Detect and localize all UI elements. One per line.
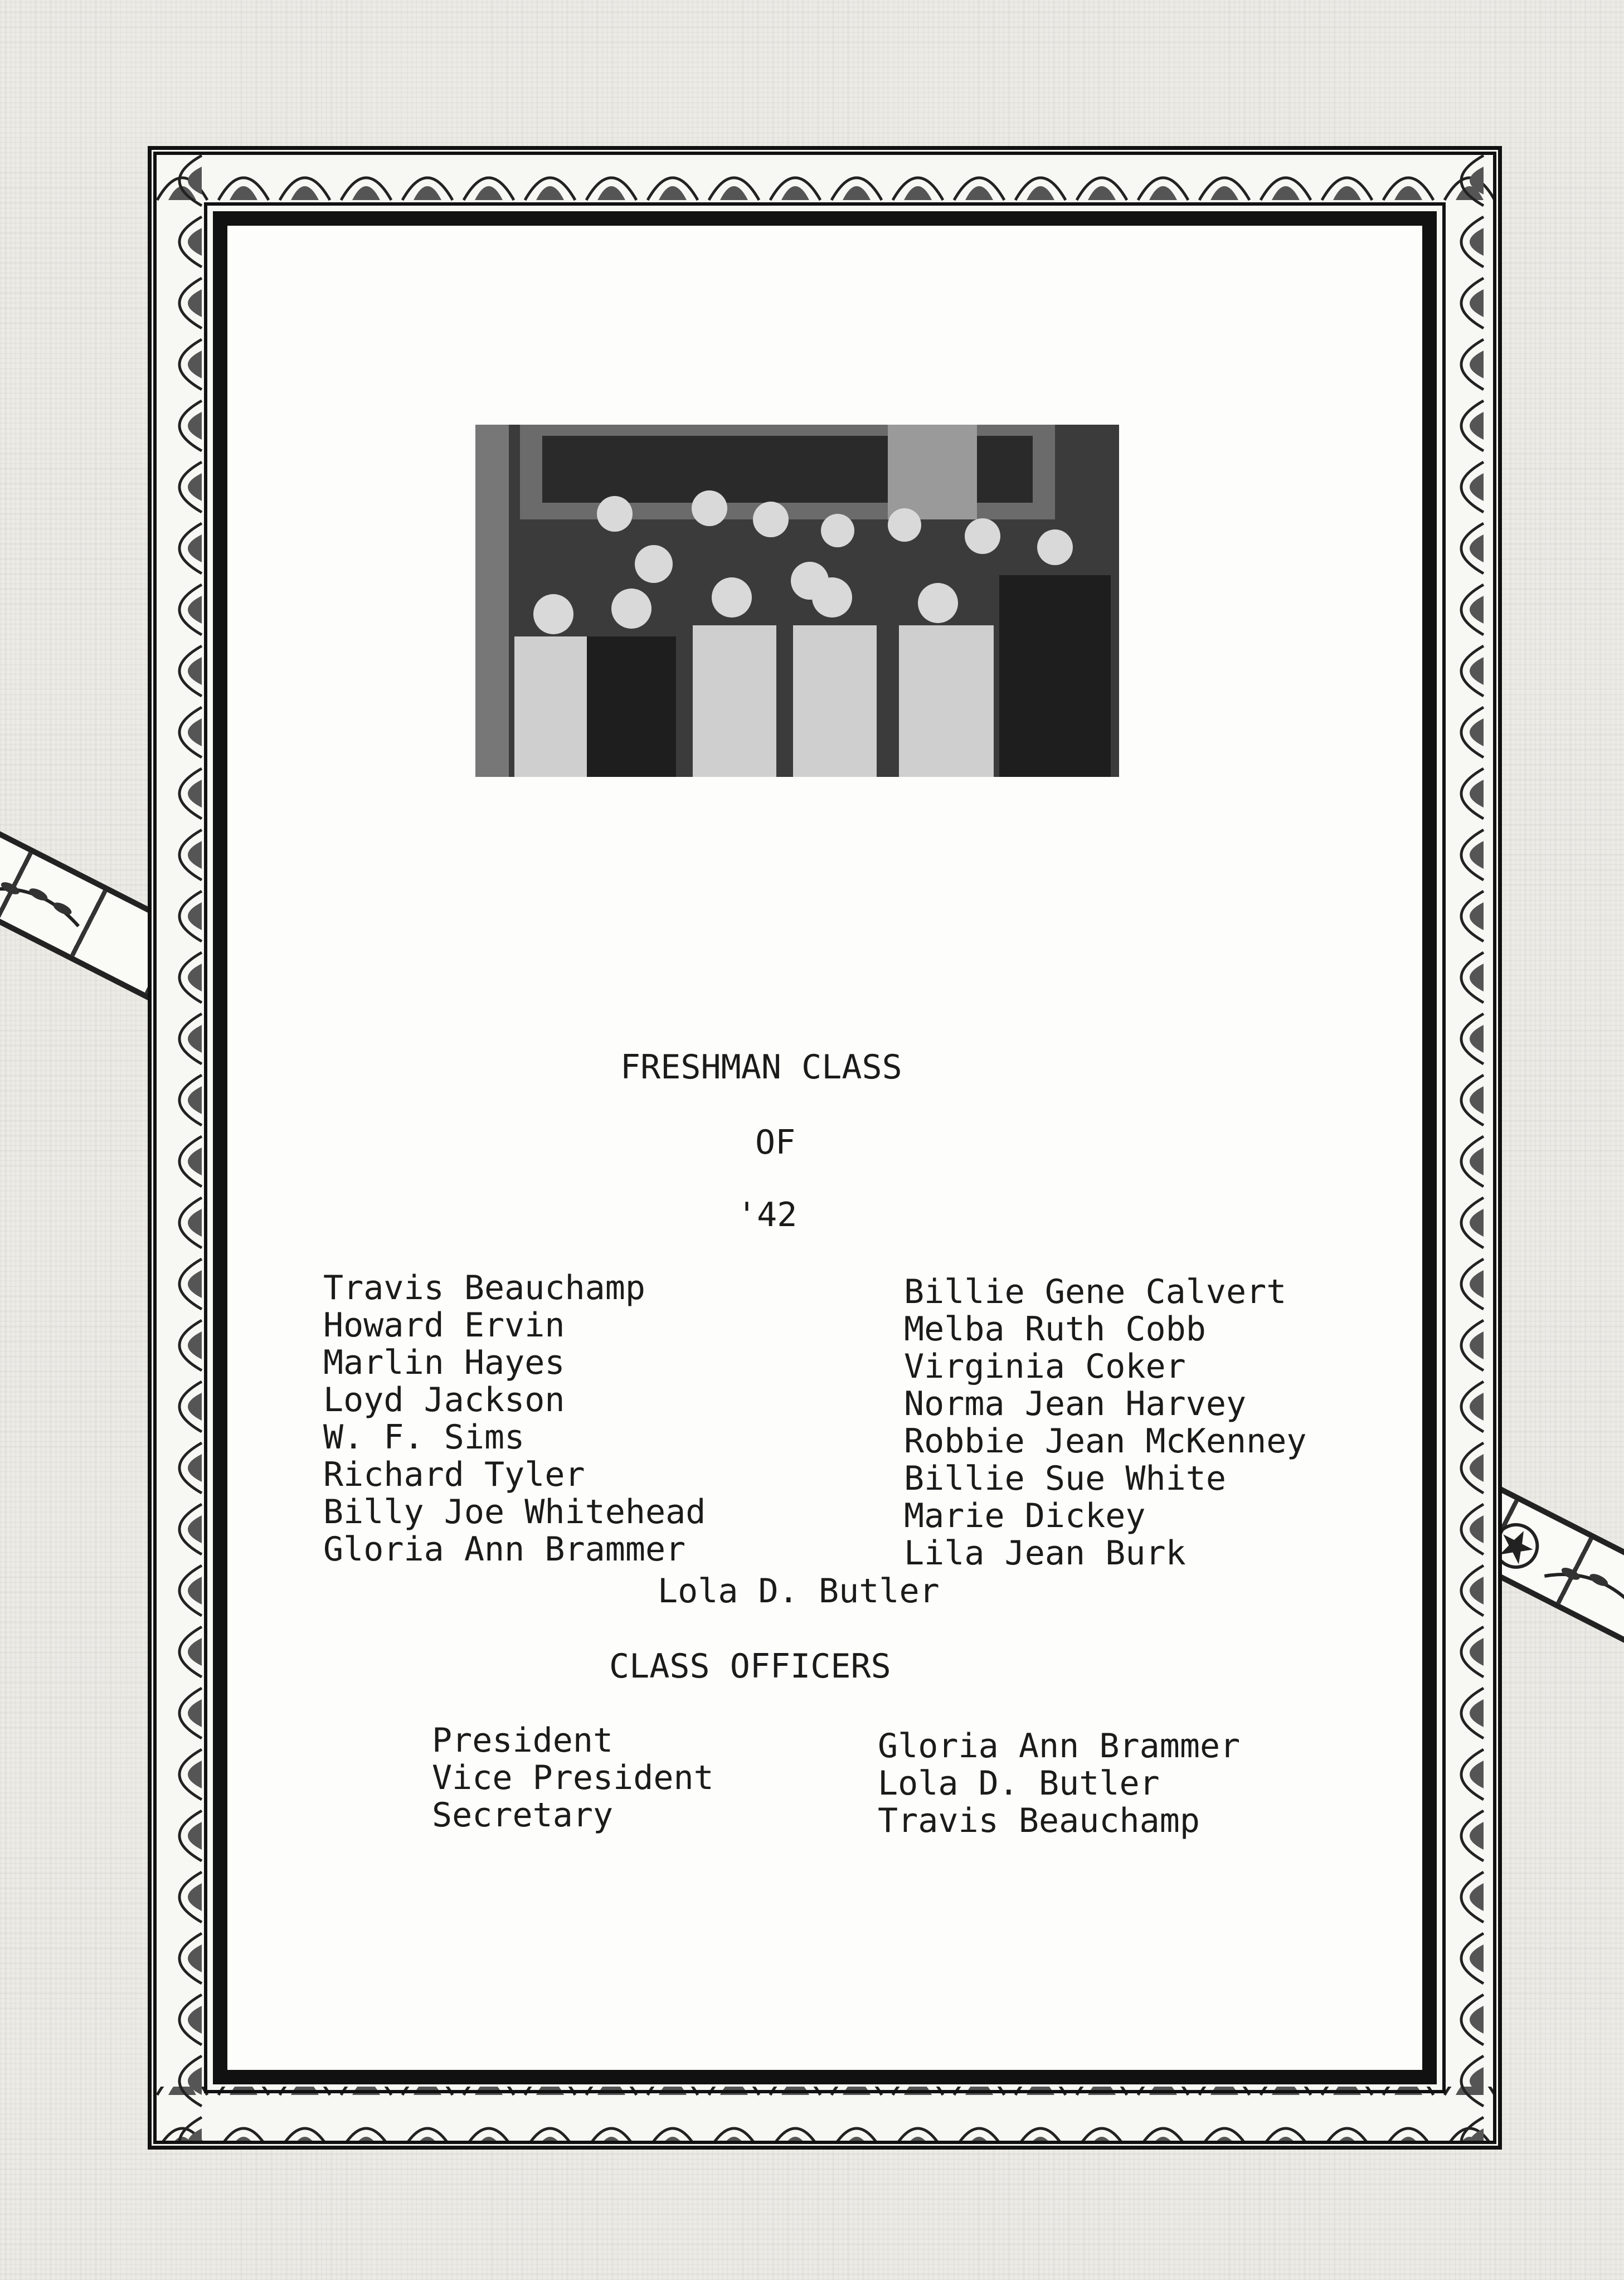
list-item: Lila Jean Burk: [904, 1534, 1186, 1573]
list-item: Richard Tyler: [323, 1455, 585, 1494]
officer-names: [878, 1728, 1240, 1840]
list-item: Marie Dickey: [904, 1496, 1146, 1535]
member-list-right: [904, 1273, 1306, 1572]
officers-heading: CLASS OFFICERS: [609, 1647, 891, 1686]
list-item: Billie Gene Calvert: [904, 1272, 1287, 1311]
officer-name: Gloria Ann Brammer: [878, 1727, 1241, 1766]
list-item: Norma Jean Harvey: [904, 1384, 1247, 1423]
list-item: Gloria Ann Brammer: [323, 1530, 686, 1569]
officer-role: Secretary: [432, 1796, 614, 1835]
list-item: Robbie Jean McKenney: [904, 1422, 1307, 1461]
class-title-of: OF: [755, 1123, 796, 1162]
list-item: Billie Sue White: [904, 1459, 1226, 1498]
member-center: Lola D. Butler: [658, 1572, 940, 1611]
list-item: Loyd Jackson: [323, 1380, 565, 1419]
officer-role: Vice President: [432, 1758, 714, 1797]
class-title: FRESHMAN CLASS: [620, 1048, 902, 1087]
officer-name: Lola D. Butler: [878, 1764, 1160, 1803]
laurel-ornament-icon: [0, 820, 153, 981]
list-item: Travis Beauchamp: [323, 1268, 645, 1307]
officer-name: Travis Beauchamp: [878, 1801, 1200, 1840]
member-list-left: [323, 1270, 706, 1568]
list-item: Virginia Coker: [904, 1347, 1186, 1386]
officer-roles: [432, 1722, 714, 1834]
list-item: Billy Joe Whitehead: [323, 1493, 706, 1532]
list-item: W. F. Sims: [323, 1418, 525, 1457]
list-item: Howard Ervin: [323, 1306, 565, 1345]
class-photograph: [475, 425, 1119, 777]
officer-role: President: [432, 1721, 614, 1760]
list-item: Marlin Hayes: [323, 1343, 565, 1382]
list-item: Melba Ruth Cobb: [904, 1310, 1206, 1349]
class-year: '42: [737, 1195, 798, 1234]
